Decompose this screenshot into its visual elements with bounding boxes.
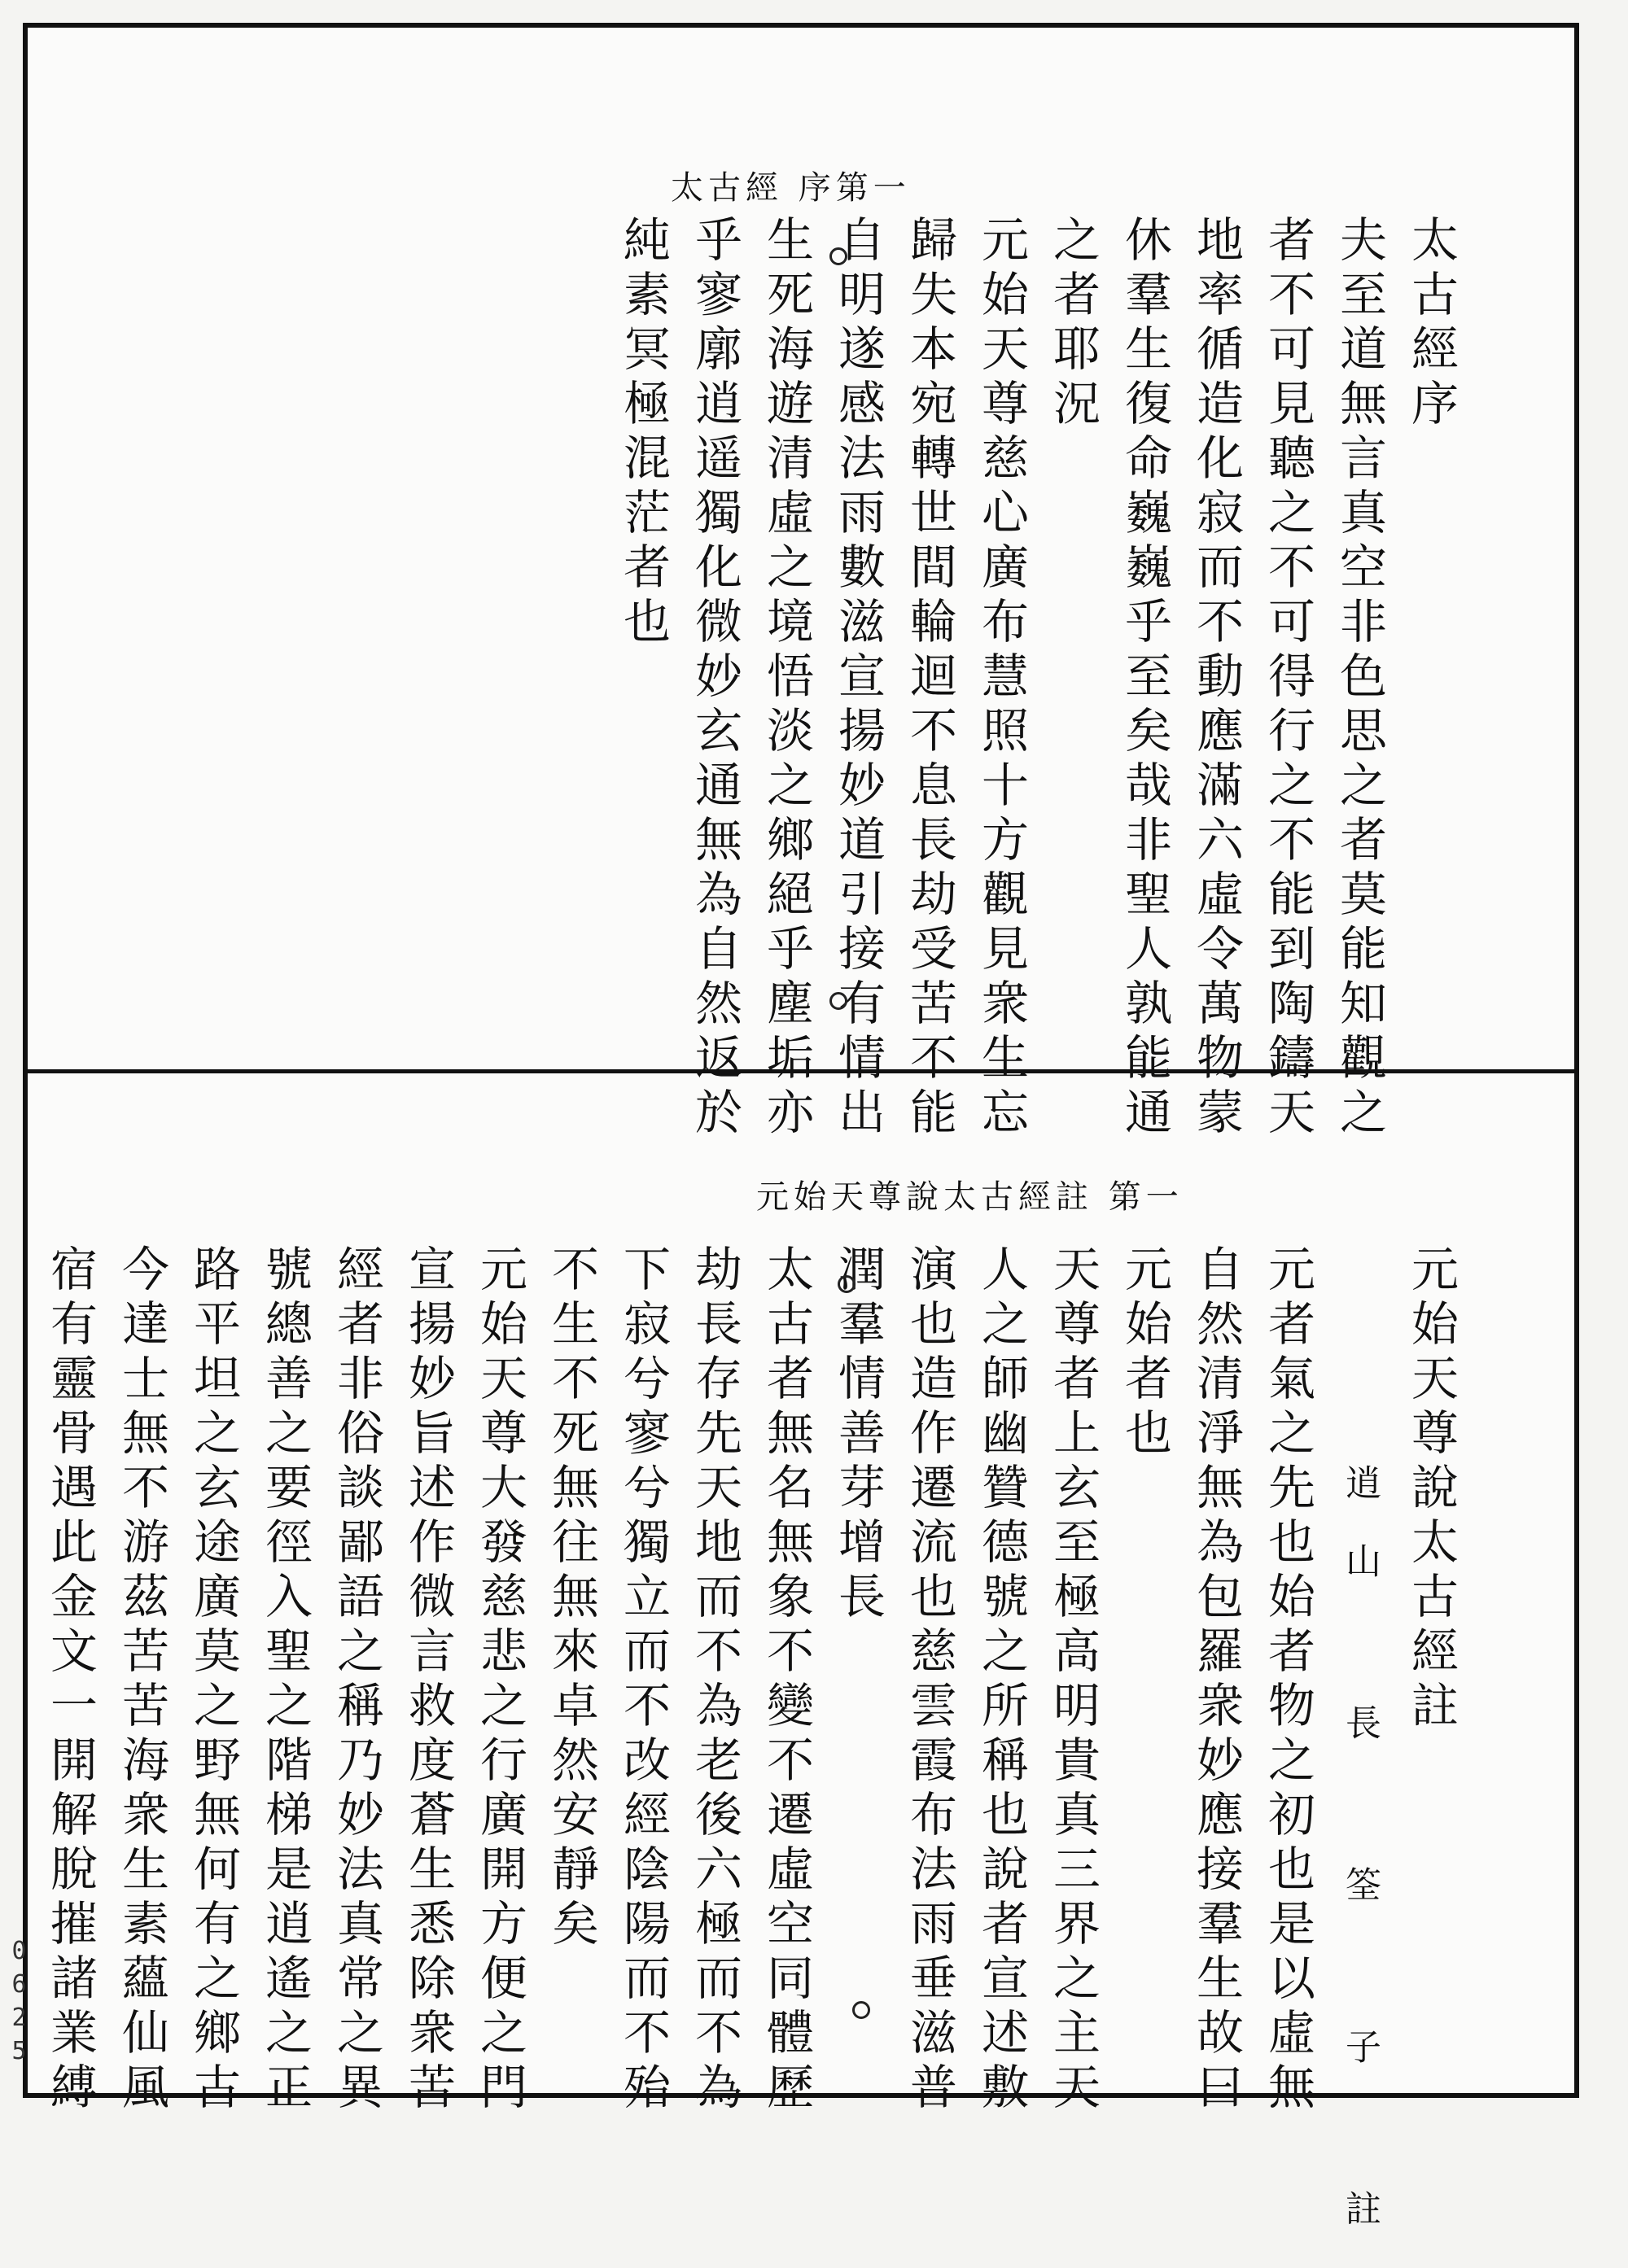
author-line: 逍山 長 筌 子 註 bbox=[1339, 1464, 1381, 2268]
text-column: 元者氣之先也始者物之初也是以虛無 bbox=[1260, 1244, 1315, 2117]
text-column: 休羣生復命巍巍乎至矣哉非聖人孰能通 bbox=[1117, 215, 1172, 1142]
text-column: 純素冥極混茫者也 bbox=[615, 215, 671, 651]
punctuation-circle bbox=[829, 247, 847, 265]
text-column: 經者非俗談鄙語之稱乃妙法真常之異 bbox=[329, 1244, 384, 2117]
text-column: 元始天尊大發慈悲之行廣開方便之門 bbox=[472, 1244, 527, 2117]
text-column: 人之師幽贊德號之所稱也說者宣述敷 bbox=[974, 1244, 1029, 2117]
text-column: 宿有靈骨遇此金文一開解脫摧諸業縛 bbox=[42, 1244, 98, 2117]
text-column: 不生不死無往無來卓然安靜矣 bbox=[544, 1244, 599, 1953]
text-column: 地率循造化寂而不動應滿六虛令萬物蒙 bbox=[1188, 215, 1244, 1142]
text-column: 下寂兮寥兮獨立而不改經陰陽而不殆 bbox=[615, 1244, 671, 2117]
text-column: 路平坦之玄途廣莫之野無何有之鄉古 bbox=[186, 1244, 241, 2117]
lower-page bbox=[28, 1069, 1574, 2268]
text-column: 元始天尊慈心廣布慧照十方觀見衆生忘 bbox=[974, 215, 1029, 1142]
text-column: 乎寥廓逍遥獨化微妙玄通無為自然返於 bbox=[687, 215, 742, 1142]
text-column: 潤羣情善芽增長 bbox=[830, 1244, 886, 1626]
text-column: 太古者無名無象不變不遷虛空同體歷 bbox=[759, 1244, 814, 2117]
text-column: 劫長存先天地而不為老後六極而不為 bbox=[687, 1244, 742, 2117]
text-column: 天尊者上玄至極高明貴真三界之主天 bbox=[1045, 1244, 1101, 2117]
running-head: 太古經 序第一 bbox=[671, 169, 911, 207]
text-column: 宣揚妙旨述作微言救度蒼生悉除衆苦 bbox=[400, 1244, 456, 2117]
commentary-text bbox=[34, 1244, 1467, 2268]
text-column: 者不可見聽之不可得行之不能到陶鑄天 bbox=[1260, 215, 1315, 1142]
page-number: 0625 bbox=[5, 1937, 33, 2070]
text-column: 演也造作遷流也慈雲霞布法雨垂滋普 bbox=[902, 1244, 957, 2117]
punctuation-circle bbox=[829, 992, 847, 1010]
text-column: 自然清淨無為包羅衆妙應接羣生故曰 bbox=[1188, 1244, 1244, 2117]
upper-page bbox=[28, 28, 1574, 1142]
text-column: 號總善之要徑入聖之階梯是逍遙之正 bbox=[257, 1244, 313, 2117]
text-column: 夫至道無言真空非色思之者莫能知觀之 bbox=[1332, 215, 1387, 1142]
punctuation-circle bbox=[852, 2001, 870, 2019]
text-column: 歸失本宛轉世間輪迴不息長劫受苦不能 bbox=[902, 215, 957, 1142]
scripture-title: 元始天尊說太古經註 bbox=[1403, 1244, 1459, 1735]
text-column: 今達士無不游茲苦苦海衆生素蘊仙風 bbox=[114, 1244, 169, 2117]
text-column: 之者耶況 bbox=[1045, 215, 1101, 433]
page-frame bbox=[23, 23, 1579, 2268]
punctuation-circle bbox=[838, 1275, 856, 1293]
text-column: 自明遂感法雨數滋宣揚妙道引接有情出 bbox=[830, 215, 886, 1142]
preface-title: 太古經序 bbox=[1403, 215, 1459, 433]
text-column: 生死海遊清虛之境悟淡之鄉絕乎塵垢亦 bbox=[759, 215, 814, 1142]
running-head: 元始天尊說太古經註 第一 bbox=[756, 1178, 1184, 1216]
preface-text bbox=[607, 215, 1467, 1142]
text-column: 元始者也 bbox=[1117, 1244, 1172, 1462]
